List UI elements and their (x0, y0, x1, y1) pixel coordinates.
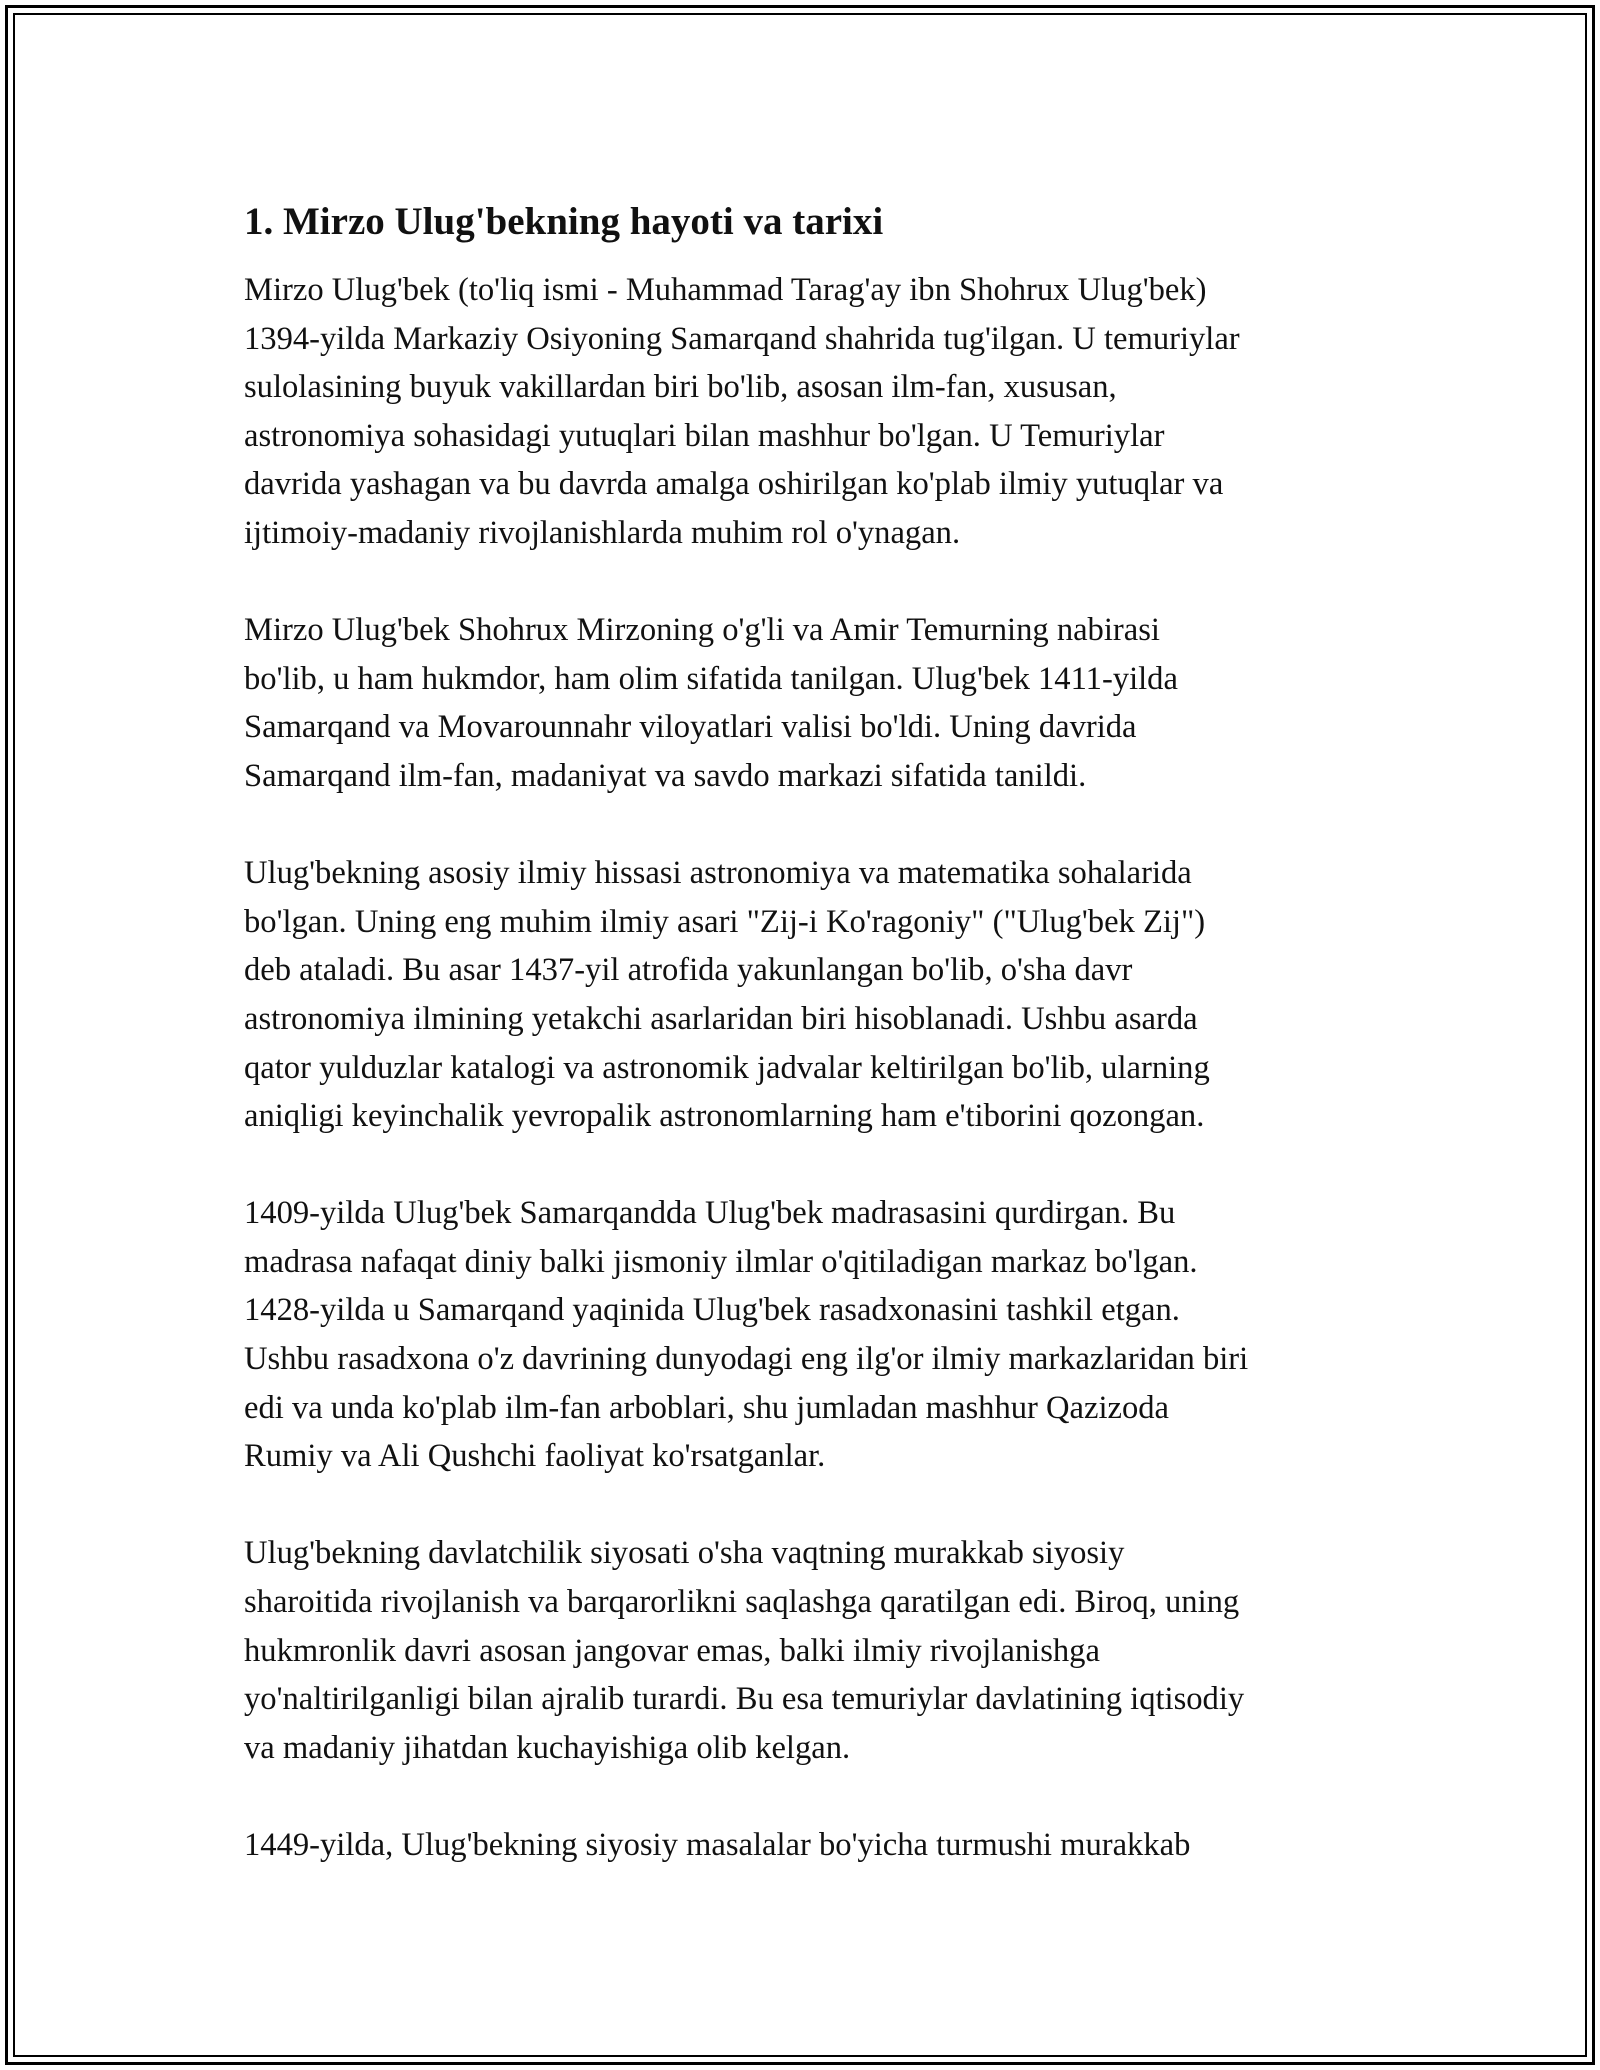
text-line: hukmronlik davri asosan jangovar emas, balki ilmiy rivojlanishga (244, 1632, 1100, 1669)
text-line: 1428-yilda u Samarqand yaqinida Ulug'bek rasadxonasini tashkil etgan. (244, 1292, 1180, 1329)
text-line: Samarqand ilm-fan, madaniyat va savdo markazi sifatida tanildi. (244, 757, 1087, 794)
text-line: aniqligi keyinchalik yevropalik astronomlarning ham e'tiborini qozongan. (244, 1098, 1205, 1135)
paragraph (244, 849, 1414, 1141)
text-line: edi va unda ko'plab ilm-fan arboblari, shu jumladan mashhur Qazizoda (244, 1389, 1170, 1426)
text-line: ijtimoiy-madaniy rivojlanishlarda muhim rol o'ynagan. (244, 514, 961, 551)
text-line: 1394-yilda Markaziy Osiyoning Samarqand shahrida tug'ilgan. U temuriylar (244, 320, 1240, 357)
text-line: davrida yashagan va bu davrda amalga oshirilgan ko'plab ilmiy yutuqlar va (244, 466, 1224, 503)
text-line: madrasa nafaqat diniy balki jismoniy ilmlar o'qitiladigan markaz bo'lgan. (244, 1243, 1198, 1280)
text-line: yo'naltirilganligi bilan ajralib turardi. Bu esa temuriylar davlatining iqtisodiy (244, 1681, 1245, 1718)
text-line: bo'lib, u ham hukmdor, ham olim sifatida tanilgan. Ulug'bek 1411-yilda (244, 660, 1178, 697)
text-line: deb ataladi. Bu asar 1437-yil atrofida yakunlangan bo'lib, o'sha davr (244, 952, 1133, 989)
text-line: bo'lgan. Uning eng muhim ilmiy asari "Zij-i Ko'ragoniy" ("Ulug'bek Zij") (244, 903, 1206, 940)
paragraph-list (244, 266, 1414, 1870)
text-line: Rumiy va Ali Qushchi faoliyat ko'rsatganlar. (244, 1438, 826, 1475)
page-border (5, 5, 1595, 2065)
section-heading: 1. Mirzo Ulug'bekning hayoti va tarixi (244, 200, 884, 243)
document-body (244, 194, 1414, 1918)
text-line: astronomiya ilmining yetakchi asarlaridan biri hisoblanadi. Ushbu asarda (244, 1000, 1198, 1037)
text-line: Ulug'bekning davlatchilik siyosati o'sha vaqtning murakkab siyosiy (244, 1535, 1125, 1572)
paragraph (244, 606, 1414, 800)
text-line: qator yulduzlar katalogi va astronomik jadvalar keltirilgan bo'lib, ularning (244, 1049, 1210, 1086)
text-line: 1409-yilda Ulug'bek Samarqandda Ulug'bek madrasasini qurdirgan. Bu (244, 1195, 1176, 1232)
paragraph (244, 1529, 1414, 1772)
text-line: sulolasining buyuk vakillardan biri bo'lib, asosan ilm-fan, xususan, (244, 369, 1117, 406)
text-line: Samarqand va Movarounnahr viloyatlari valisi bo'ldi. Uning davrida (244, 709, 1137, 746)
text-line: Ushbu rasadxona o'z davrining dunyodagi eng ilg'or ilmiy markazlaridan biri (244, 1341, 1249, 1378)
text-line: astronomiya sohasidagi yutuqlari bilan mashhur bo'lgan. U Temuriylar (244, 417, 1165, 454)
paragraph (244, 1821, 1414, 1870)
text-line: va madaniy jihatdan kuchayishiga olib kelgan. (244, 1729, 851, 1766)
text-line: sharoitida rivojlanish va barqarorlikni saqlashga qaratilgan edi. Biroq, uning (244, 1584, 1240, 1621)
text-line: Mirzo Ulug'bek Shohrux Mirzoning o'g'li va Amir Temurning nabirasi (244, 612, 1160, 649)
paragraph (244, 266, 1414, 558)
text-line: 1449-yilda, Ulug'bekning siyosiy masalalar bo'yicha turmushi murakkab (244, 1827, 1191, 1863)
paragraph (244, 1189, 1414, 1481)
text-line: Mirzo Ulug'bek (to'liq ismi - Muhammad Tarag'ay ibn Shohrux Ulug'bek) (244, 272, 1207, 308)
text-line: Ulug'bekning asosiy ilmiy hissasi astronomiya va matematika sohalarida (244, 855, 1192, 892)
